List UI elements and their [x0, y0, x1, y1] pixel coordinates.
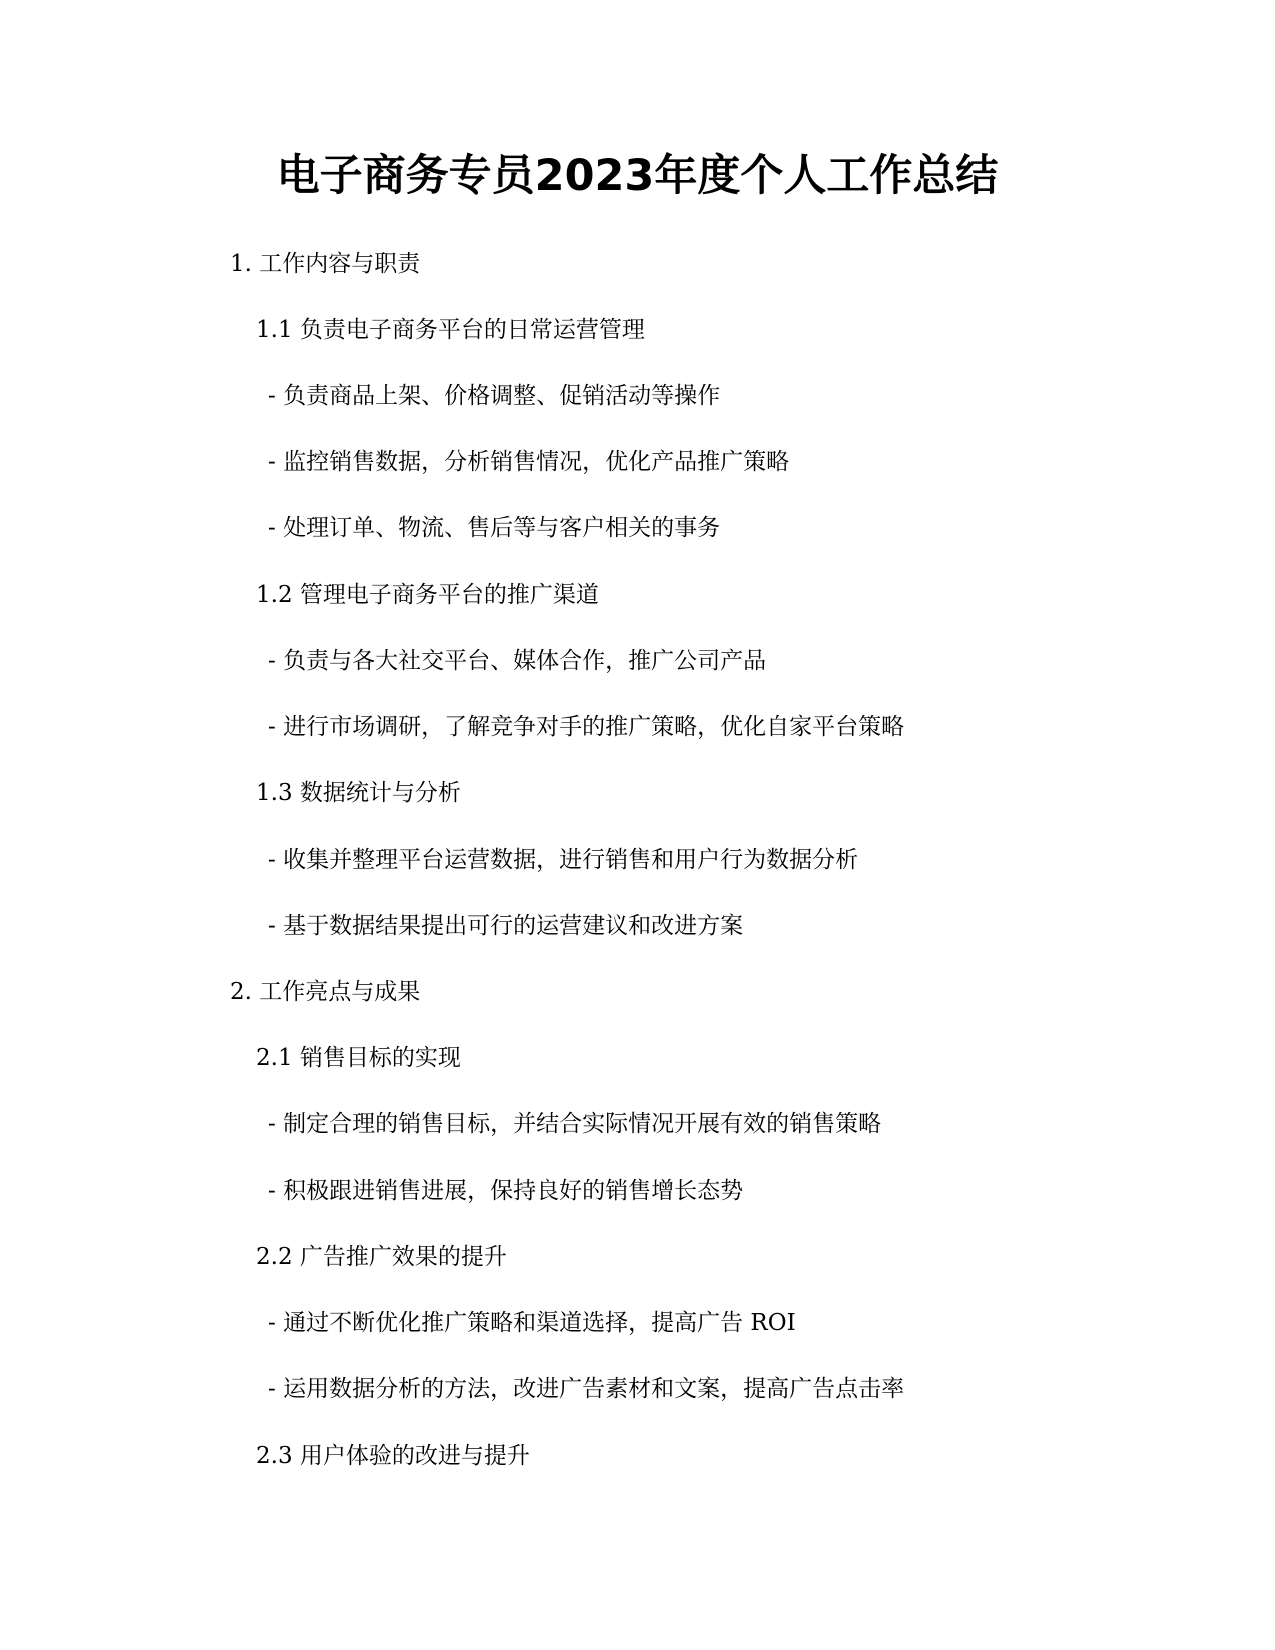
bullet-item: - 处理订单、物流、售后等与客户相关的事务: [268, 515, 721, 541]
bullet-item: - 运用数据分析的方法，改进广告素材和文案，提高广告点击率: [268, 1376, 905, 1402]
bullet-item: - 基于数据结果提出可行的运营建议和改进方案: [268, 913, 744, 939]
subsection-heading: 1.1 负责电子商务平台的日常运营管理: [256, 317, 645, 343]
subsection-heading: 2.1 销售目标的实现: [256, 1045, 461, 1071]
bullet-item: - 收集并整理平台运营数据，进行销售和用户行为数据分析: [268, 847, 859, 873]
bullet-item: - 进行市场调研，了解竞争对手的推广策略，优化自家平台策略: [268, 714, 905, 740]
bullet-item: - 负责商品上架、价格调整、促销活动等操作: [268, 383, 721, 409]
subsection-heading: 2.2 广告推广效果的提升: [256, 1244, 507, 1270]
bullet-item: - 监控销售数据，分析销售情况，优化产品推广策略: [268, 449, 790, 475]
section-heading: 2. 工作亮点与成果: [230, 979, 421, 1005]
section-heading: 1. 工作内容与职责: [230, 251, 421, 277]
subsection-heading: 1.3 数据统计与分析: [256, 780, 461, 806]
subsection-heading: 1.2 管理电子商务平台的推广渠道: [256, 582, 599, 608]
subsection-heading: 2.3 用户体验的改进与提升: [256, 1443, 530, 1469]
document-title: 电子商务专员2023年度个人工作总结: [276, 151, 999, 201]
bullet-item: - 通过不断优化推广策略和渠道选择，提高广告 ROI: [268, 1310, 796, 1336]
bullet-item: - 制定合理的销售目标，并结合实际情况开展有效的销售策略: [268, 1111, 882, 1137]
bullet-item: - 积极跟进销售进展，保持良好的销售增长态势: [268, 1178, 744, 1204]
bullet-item: - 负责与各大社交平台、媒体合作，推广公司产品: [268, 648, 767, 674]
